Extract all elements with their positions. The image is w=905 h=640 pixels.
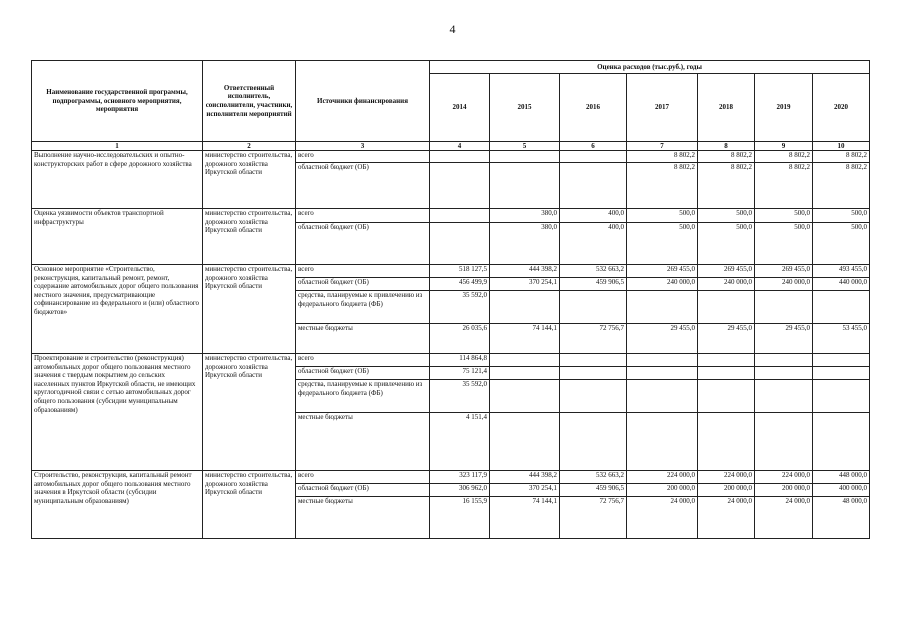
header-responsible: Ответственный исполнитель, соисполнители, участники, исполнители мероприятий bbox=[203, 61, 296, 142]
value-cell: 16 155,9 bbox=[430, 497, 490, 539]
funding-source-cell: областной бюджет (ОБ) bbox=[296, 484, 430, 497]
value-cell: 240 000,0 bbox=[755, 278, 813, 291]
value-cell bbox=[813, 291, 870, 324]
value-cell: 532 663,2 bbox=[560, 471, 627, 484]
value-cell bbox=[430, 163, 490, 209]
value-cell bbox=[490, 380, 560, 413]
value-cell bbox=[430, 209, 490, 223]
value-cell: 26 035,6 bbox=[430, 324, 490, 354]
header-costs: Оценка расходов (тыс.руб.), годы bbox=[430, 61, 870, 74]
table-body bbox=[32, 151, 870, 539]
value-cell: 380,0 bbox=[490, 209, 560, 223]
value-cell: 224 000,0 bbox=[698, 471, 755, 484]
value-cell: 72 756,7 bbox=[560, 324, 627, 354]
measure-name-cell: Строительство, реконструкция, капитальный ремонт автомобильных дорог общего пользования местного значения в Иркутской области (субсидии муниципальным образованиям) bbox=[32, 471, 203, 539]
value-cell: 114 864,8 bbox=[430, 354, 490, 367]
value-cell: 306 962,0 bbox=[430, 484, 490, 497]
table-row bbox=[32, 471, 870, 484]
value-cell: 29 455,0 bbox=[698, 324, 755, 354]
value-cell: 224 000,0 bbox=[755, 471, 813, 484]
measure-name-cell: Выполнение научно-исследовательских и опытно-конструкторских работ в сфере дорожного хозяйства bbox=[32, 151, 203, 209]
value-cell: 200 000,0 bbox=[755, 484, 813, 497]
column-number-row bbox=[32, 142, 870, 151]
column-number: 6 bbox=[560, 142, 627, 151]
value-cell: 8 802,2 bbox=[698, 163, 755, 209]
value-cell: 29 455,0 bbox=[627, 324, 698, 354]
column-number: 10 bbox=[813, 142, 870, 151]
funding-source-cell: местные бюджеты bbox=[296, 324, 430, 354]
funding-source-cell: областной бюджет (ОБ) bbox=[296, 367, 430, 380]
value-cell: 444 398,2 bbox=[490, 471, 560, 484]
value-cell bbox=[490, 413, 560, 471]
column-number: 9 bbox=[755, 142, 813, 151]
column-number: 8 bbox=[698, 142, 755, 151]
value-cell: 74 144,1 bbox=[490, 324, 560, 354]
value-cell: 8 802,2 bbox=[813, 151, 870, 163]
value-cell: 500,0 bbox=[627, 209, 698, 223]
value-cell bbox=[627, 291, 698, 324]
value-cell: 500,0 bbox=[627, 223, 698, 265]
column-number: 2 bbox=[203, 142, 296, 151]
funding-source-cell: областной бюджет (ОБ) bbox=[296, 278, 430, 291]
value-cell: 459 906,5 bbox=[560, 278, 627, 291]
header-year: 2018 bbox=[698, 74, 755, 142]
value-cell bbox=[560, 291, 627, 324]
value-cell bbox=[813, 367, 870, 380]
header-source: Источники финансирования bbox=[296, 61, 430, 142]
value-cell bbox=[813, 354, 870, 367]
value-cell bbox=[755, 367, 813, 380]
value-cell bbox=[560, 380, 627, 413]
column-number: 1 bbox=[32, 142, 203, 151]
value-cell bbox=[755, 380, 813, 413]
table-header bbox=[32, 61, 870, 151]
header-name: Наименование государственной программы, подпрограммы, основного мероприятия, мероприятия bbox=[32, 61, 203, 142]
value-cell: 240 000,0 bbox=[698, 278, 755, 291]
value-cell bbox=[560, 151, 627, 163]
funding-source-cell: местные бюджеты bbox=[296, 413, 430, 471]
funding-source-cell: всего bbox=[296, 471, 430, 484]
responsible-cell: министерство строительства, дорожного хозяйства Иркутской области bbox=[203, 151, 296, 209]
funding-source-cell: областной бюджет (ОБ) bbox=[296, 223, 430, 265]
table-row bbox=[32, 265, 870, 278]
header-year: 2014 bbox=[430, 74, 490, 142]
measure-name-cell: Основное мероприятие «Строительство, реконструкция, капитальный ремонт, ремонт, содержание автомобильных дорог общего пользования местного значения, предусматривающие софинансирование из федерального и (или) областного бюджетов» bbox=[32, 265, 203, 354]
budget-table bbox=[31, 60, 870, 539]
column-number: 3 bbox=[296, 142, 430, 151]
value-cell: 53 455,0 bbox=[813, 324, 870, 354]
funding-source-cell: всего bbox=[296, 354, 430, 367]
value-cell: 8 802,2 bbox=[813, 163, 870, 209]
value-cell bbox=[490, 291, 560, 324]
value-cell: 370 254,1 bbox=[490, 278, 560, 291]
value-cell bbox=[813, 380, 870, 413]
value-cell bbox=[698, 354, 755, 367]
value-cell bbox=[490, 163, 560, 209]
value-cell bbox=[698, 291, 755, 324]
value-cell: 532 663,2 bbox=[560, 265, 627, 278]
measure-name-cell: Проектирование и строительство (реконструкция) автомобильных дорог общего пользования местного значения с твердым покрытием до сельских населенных пунктов Иркутской области, не имеющих круглогодичной связи с сетью автомобильных дорог общего пользования (субсидии муниципальным образованиям) bbox=[32, 354, 203, 471]
value-cell: 4 151,4 bbox=[430, 413, 490, 471]
value-cell: 8 802,2 bbox=[627, 163, 698, 209]
value-cell: 35 592,0 bbox=[430, 380, 490, 413]
value-cell: 200 000,0 bbox=[627, 484, 698, 497]
funding-source-cell: всего bbox=[296, 209, 430, 223]
value-cell bbox=[627, 413, 698, 471]
table-row bbox=[32, 151, 870, 163]
value-cell: 29 455,0 bbox=[755, 324, 813, 354]
value-cell bbox=[755, 291, 813, 324]
value-cell bbox=[430, 223, 490, 265]
value-cell: 400 000,0 bbox=[813, 484, 870, 497]
header-year: 2017 bbox=[627, 74, 698, 142]
column-number: 5 bbox=[490, 142, 560, 151]
value-cell: 24 000,0 bbox=[755, 497, 813, 539]
value-cell: 500,0 bbox=[755, 223, 813, 265]
value-cell bbox=[627, 380, 698, 413]
table-row bbox=[32, 354, 870, 367]
value-cell: 400,0 bbox=[560, 209, 627, 223]
value-cell: 500,0 bbox=[813, 209, 870, 223]
value-cell bbox=[560, 413, 627, 471]
value-cell: 8 802,2 bbox=[698, 151, 755, 163]
column-number: 4 bbox=[430, 142, 490, 151]
value-cell bbox=[490, 367, 560, 380]
responsible-cell: министерство строительства, дорожного хозяйства Иркутской области bbox=[203, 265, 296, 354]
value-cell: 269 455,0 bbox=[698, 265, 755, 278]
value-cell bbox=[430, 151, 490, 163]
value-cell: 440 000,0 bbox=[813, 278, 870, 291]
value-cell: 35 592,0 bbox=[430, 291, 490, 324]
value-cell: 224 000,0 bbox=[627, 471, 698, 484]
value-cell bbox=[490, 151, 560, 163]
measure-name-cell: Оценка уязвимости объектов транспортной инфраструктуры bbox=[32, 209, 203, 265]
value-cell: 493 455,0 bbox=[813, 265, 870, 278]
funding-source-cell: всего bbox=[296, 151, 430, 163]
value-cell: 24 000,0 bbox=[698, 497, 755, 539]
value-cell: 500,0 bbox=[698, 223, 755, 265]
value-cell: 74 144,1 bbox=[490, 497, 560, 539]
value-cell: 400,0 bbox=[560, 223, 627, 265]
funding-source-cell: местные бюджеты bbox=[296, 497, 430, 539]
value-cell: 48 000,0 bbox=[813, 497, 870, 539]
value-cell: 8 802,2 bbox=[755, 163, 813, 209]
responsible-cell: министерство строительства, дорожного хозяйства Иркутской области bbox=[203, 209, 296, 265]
value-cell: 8 802,2 bbox=[627, 151, 698, 163]
funding-source-cell: средства, планируемые к привлечению из федерального бюджета (ФБ) bbox=[296, 380, 430, 413]
funding-source-cell: средства, планируемые к привлечению из федерального бюджета (ФБ) bbox=[296, 291, 430, 324]
value-cell: 456 499,9 bbox=[430, 278, 490, 291]
value-cell: 8 802,2 bbox=[755, 151, 813, 163]
value-cell: 240 000,0 bbox=[627, 278, 698, 291]
value-cell: 24 000,0 bbox=[627, 497, 698, 539]
responsible-cell: министерство строительства, дорожного хозяйства Иркутской области bbox=[203, 354, 296, 471]
value-cell: 370 254,1 bbox=[490, 484, 560, 497]
value-cell: 459 906,5 bbox=[560, 484, 627, 497]
page-number: 4 bbox=[449, 22, 456, 36]
value-cell: 269 455,0 bbox=[755, 265, 813, 278]
value-cell bbox=[698, 380, 755, 413]
header-year: 2015 bbox=[490, 74, 560, 142]
value-cell: 518 127,5 bbox=[430, 265, 490, 278]
value-cell: 448 000,0 bbox=[813, 471, 870, 484]
value-cell bbox=[698, 413, 755, 471]
header-year: 2020 bbox=[813, 74, 870, 142]
responsible-cell: министерство строительства, дорожного хозяйства Иркутской области bbox=[203, 471, 296, 539]
value-cell: 500,0 bbox=[813, 223, 870, 265]
value-cell bbox=[627, 367, 698, 380]
column-number: 7 bbox=[627, 142, 698, 151]
value-cell: 75 121,4 bbox=[430, 367, 490, 380]
value-cell bbox=[698, 367, 755, 380]
value-cell bbox=[813, 413, 870, 471]
value-cell: 269 455,0 bbox=[627, 265, 698, 278]
value-cell: 500,0 bbox=[755, 209, 813, 223]
funding-source-cell: всего bbox=[296, 265, 430, 278]
value-cell bbox=[560, 354, 627, 367]
value-cell bbox=[560, 163, 627, 209]
value-cell: 444 398,2 bbox=[490, 265, 560, 278]
header-year: 2019 bbox=[755, 74, 813, 142]
value-cell bbox=[755, 354, 813, 367]
value-cell: 200 000,0 bbox=[698, 484, 755, 497]
value-cell: 380,0 bbox=[490, 223, 560, 265]
value-cell: 72 756,7 bbox=[560, 497, 627, 539]
value-cell bbox=[490, 354, 560, 367]
value-cell bbox=[627, 354, 698, 367]
funding-source-cell: областной бюджет (ОБ) bbox=[296, 163, 430, 209]
table-row bbox=[32, 209, 870, 223]
value-cell bbox=[560, 367, 627, 380]
header-year: 2016 bbox=[560, 74, 627, 142]
value-cell: 323 117,9 bbox=[430, 471, 490, 484]
value-cell bbox=[755, 413, 813, 471]
value-cell: 500,0 bbox=[698, 209, 755, 223]
